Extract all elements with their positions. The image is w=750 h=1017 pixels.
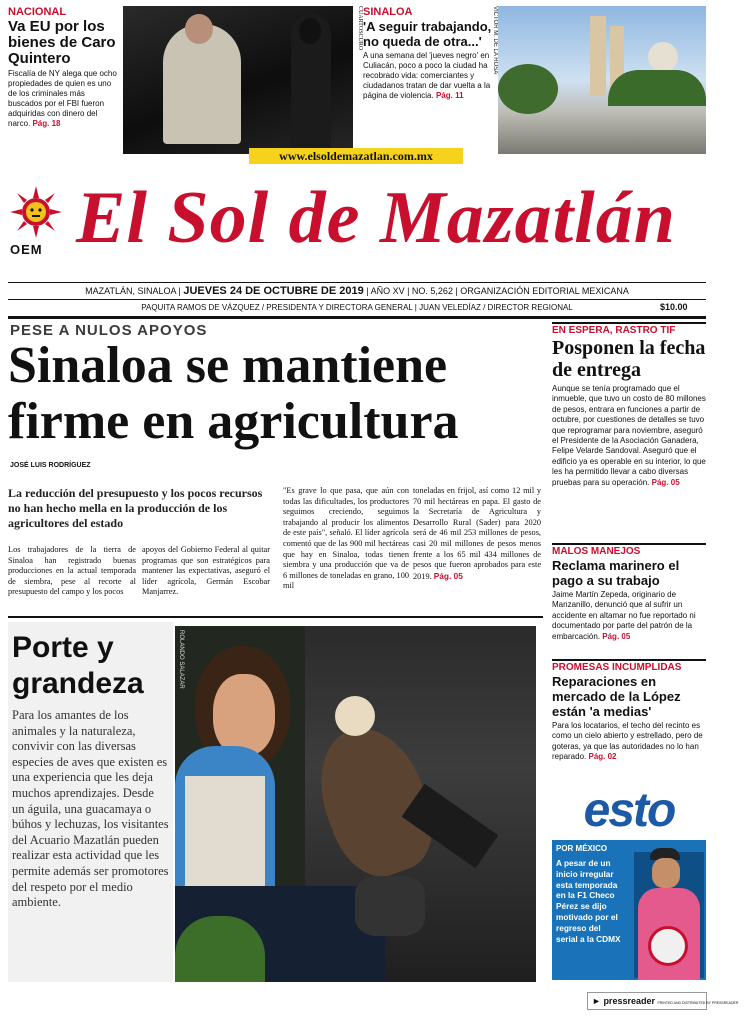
pressreader-brand: pressreader — [603, 996, 655, 1006]
staff-president: PAQUITA RAMOS DE VÁZQUEZ / PRESIDENTA Y DIRECTORA GENERAL — [141, 303, 413, 312]
side-story-rastro[interactable] — [552, 325, 706, 488]
teaser2-kicker: SINALOA — [363, 6, 413, 18]
side1-text: Aunque se tenía programado que el inmueble, que tuvo un costo de 80 millones de pesos, entrara en funciones a partir de octubre, por cuestiones de detalles se tuvo que reprogramar para noviembre, aseguró el Presidente de la Asociación Ganadera, Felipe Velarde Sandoval. Aseguró que el edificio ya es operable en su interior, lo que les ha permitido llevar a cabo diversas pruebas para su operación. — [552, 384, 706, 487]
photo1-credit: CUARTOSCURO — [357, 6, 363, 51]
lead-col4-text: toneladas en frijol, así como 12 mil y 70 mil hectáreas en papa. El gasto de la Secretaría de Agricultura y Desarrollo Rural (Sader) para 2020 será de 46 mil 253 millones de pesos, casi 20 mil millones de pesos menos frente a los 65 mil 434 millones de pesos que fueron aprobados para este 2019. — [413, 486, 541, 581]
lead-col2 — [142, 545, 270, 598]
location: MAZATLÁN, SINALOA — [85, 286, 177, 296]
side2-kicker: MALOS MANEJOS — [552, 546, 641, 557]
lead-col3-text: "Es grave lo que pasa, que aún con todas las dificultades, los productores seguimos creciendo, seguimos trabajando al producir los alimentos de este país", señaló. El líder agrícola comentó que de las 900 mil hectáreas que hay en Sinaloa, todas tienen siembra y una producción que va de 6 millones de toneladas en grano, 100 mil — [283, 486, 409, 591]
pressreader-small: PRINTED AND DISTRIBUTED BY PRESSREADER — [657, 1001, 739, 1005]
date: JUEVES 24 DE OCTUBRE DE 2019 — [183, 285, 364, 297]
sun-icon — [10, 186, 62, 238]
lead-page[interactable]: Pág. 05 — [433, 570, 463, 581]
esto-logo[interactable]: esto — [583, 784, 675, 837]
photo2-credit: VICTOR M. DE LA ROSA — [492, 6, 498, 75]
pressreader-badge[interactable] — [587, 992, 739, 1010]
lead-col1 — [8, 545, 136, 598]
side-story-mercado[interactable] — [552, 662, 706, 763]
lead-headline-line2: firme en agricultura — [8, 393, 459, 450]
side3-page[interactable]: Pág. 02 — [588, 752, 617, 762]
feature-panel — [8, 622, 173, 982]
teaser2-text: A una semana del 'jueves negro' en Culiacán, poco a poco la ciudad ha recobrado vida: comerciantes y ciudadanos tratan de dar vuelta a la página de violencia. — [363, 51, 491, 100]
feature-title-line1: Porte y — [12, 631, 114, 664]
issue-number: NO. 5,262 — [411, 286, 453, 296]
pressreader-icon: ► — [592, 996, 601, 1006]
photo-bird-woman — [175, 626, 536, 982]
lead-kicker: PESE A NULOS APOYOS — [10, 322, 208, 339]
esto-text: A pesar de un inicio irregular esta temporada en la F1 Checo Pérez se dijo motivado por el regreso del serial a la CDMX — [556, 858, 621, 944]
lead-col3 — [283, 486, 409, 592]
feature-text: Para los amantes de los animales y la naturaleza, convivir con las diversas especies de aves que existen es una experiencia que les deja muchos aprendizajes. Desde un águila, una guacamaya o búhos y lechuzas, los visitantes del Acuario Mazatlán pueden realizar esta actividad que les permite además ser promotores del respeto por el medio ambiente. — [12, 708, 169, 910]
lead-deck: La reducción del presupuesto y los pocos recursos no han hecho mella en la producción de los agricultores del estado — [8, 486, 263, 530]
lead-col4 — [413, 486, 541, 582]
lead-col1-text: Los trabajadores de la tierra de Sinaloa han registrado buenas producciones en la actual temporada de siembra, pese al recorte al presupuesto del campo y los pocos — [8, 545, 136, 597]
side2-text: Jaime Martín Zepeda, originario de Manzanillo, denunció que al sufrir un accidente en altamar no fue reportado ni documentado por parte del patrón de la embarcación. — [552, 590, 696, 641]
teaser-caro-quintero[interactable] — [8, 6, 120, 129]
sun-logo — [10, 186, 62, 238]
side2-title: Reclama marinero el pago a su trabajo — [552, 558, 680, 588]
organization: ORGANIZACIÓN EDITORIAL MEXICANA — [460, 286, 629, 296]
teaser1-text: Fiscalía de NY alega que ocho propiedades de quien es uno de los criminales más buscados por el FBI fueron adquiridas con dinero del narco. — [8, 69, 117, 128]
teaser-sinaloa[interactable] — [363, 6, 495, 101]
oem-logo: OEM — [10, 242, 43, 257]
teaser2-title: 'A seguir trabajando, no queda de otra...' — [363, 19, 492, 49]
side1-kicker: EN ESPERA, RASTRO TIF — [552, 325, 676, 336]
website-banner[interactable]: www.elsoldemazatlan.com.mx — [249, 148, 463, 164]
side3-title: Reparaciones en mercado de la López están 'a medias' — [552, 674, 681, 719]
side3-kicker: PROMESAS INCUMPLIDAS — [552, 662, 682, 673]
teaser1-kicker: NACIONAL — [8, 6, 67, 18]
lead-col2-text: apoyos del Gobierno Federal al quitar programas que son estratégicos para mantener las expectativas, aseguró el líder agrícola, Germán Escobar Manjarrez. — [142, 545, 270, 597]
staff-line: PAQUITA RAMOS DE VÁZQUEZ / PRESIDENTA Y DIRECTORA GENERAL | JUAN VELEDÍAZ / DIRECTOR REGIONAL — [141, 303, 573, 312]
side-story-marinero[interactable] — [552, 546, 706, 642]
esto-kicker: POR MÉXICO — [556, 844, 608, 853]
price: $10.00 — [660, 302, 688, 312]
esto-box[interactable] — [552, 840, 706, 980]
feature-photo-credit: ROLANDO SALAZAR — [178, 630, 184, 689]
lead-byline: JOSÉ LUIS RODRÍGUEZ — [10, 462, 91, 469]
side1-page[interactable]: Pág. 05 — [651, 477, 680, 487]
feature-title — [12, 630, 173, 702]
lead-headline-line1: Sinaloa se mantiene — [8, 337, 448, 394]
side2-page[interactable]: Pág. 05 — [602, 631, 631, 641]
side3-text: Para los locatarios, el techo del recinto es como un cielo abierto y estrellado, pero de goteras, ya que las autoridades no lo han reparado. — [552, 721, 703, 762]
lead-headline[interactable] — [8, 338, 543, 450]
staff-director: JUAN VELEDÍAZ / DIRECTOR REGIONAL — [419, 303, 573, 312]
photo-culiacan-street — [498, 6, 706, 154]
teaser1-page[interactable]: Pág. 18 — [32, 119, 61, 128]
edition-line: MAZATLÁN, SINALOA | JUEVES 24 DE OCTUBRE DE 2019 | AÑO XV | NO. 5,262 | ORGANIZACIÓN EDITORIAL MEXICANA — [85, 285, 629, 297]
year: AÑO XV — [370, 286, 405, 296]
teaser1-title: Va EU por los bienes de Caro Quintero — [8, 18, 116, 67]
photo-caro-quintero — [123, 6, 353, 154]
side1-title: Posponen la fecha de entrega — [552, 337, 706, 381]
teaser2-page[interactable]: Pág. 11 — [435, 91, 464, 100]
feature-title-line2: grandeza — [12, 667, 144, 700]
masthead-title: El Sol de Mazatlán — [76, 177, 676, 259]
